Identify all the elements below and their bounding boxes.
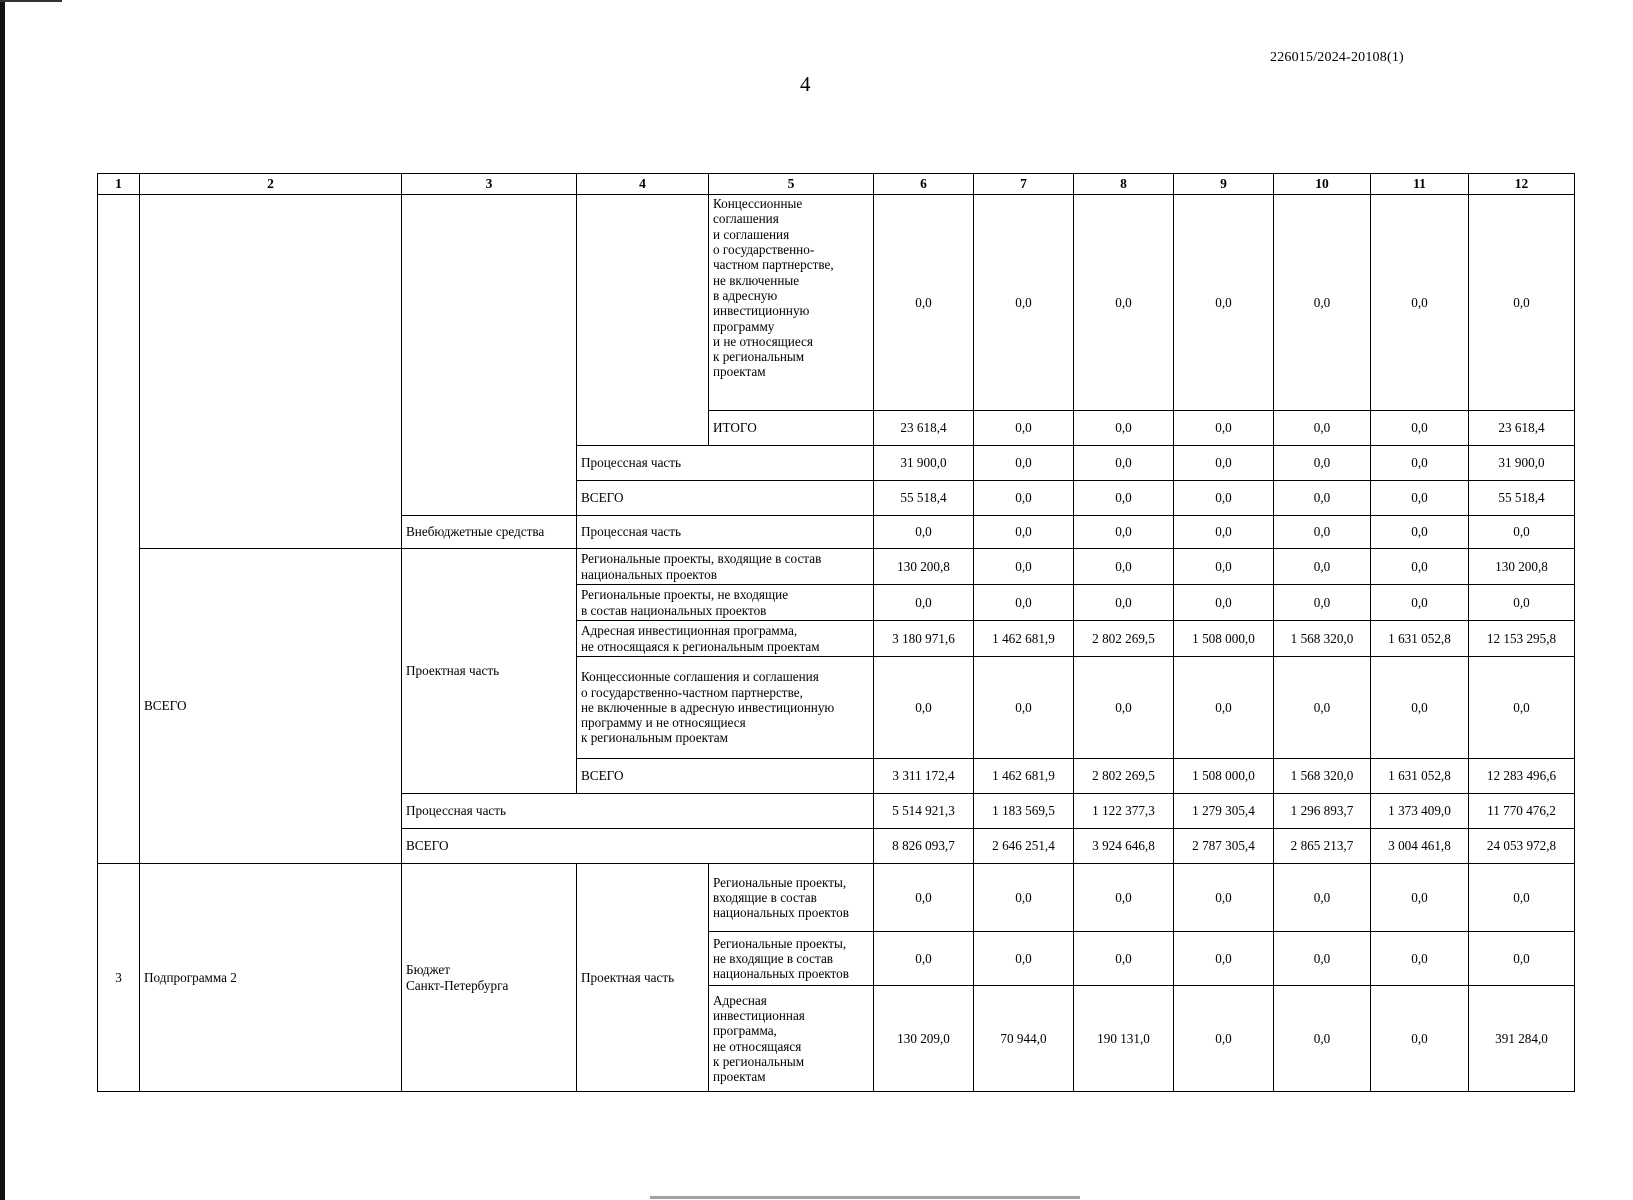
value-cell: 31 900,0: [1469, 446, 1575, 481]
value-cell: 0,0: [1174, 585, 1274, 621]
value-cell: 2 787 305,4: [1174, 829, 1274, 864]
subprogram-source: Бюджет Санкт-Петербурга: [402, 864, 577, 1092]
value-cell: 0,0: [1274, 585, 1371, 621]
value-cell: 2 802 269,5: [1074, 621, 1174, 657]
value-cell: 12 283 496,6: [1469, 759, 1575, 794]
col-header: 4: [577, 174, 709, 195]
value-cell: 2 865 213,7: [1274, 829, 1371, 864]
value-cell: 31 900,0: [874, 446, 974, 481]
row-label: Процессная часть: [402, 794, 874, 829]
value-cell: 0,0: [1174, 411, 1274, 446]
col-header: 10: [1274, 174, 1371, 195]
value-cell: 1 296 893,7: [1274, 794, 1371, 829]
column-number-row: [98, 174, 1575, 195]
row-label: Концессионные соглашения и соглашения о государственно- частном партнерстве, не включенные в адресную инвестиционную программу и не относящиеся к региональным проектам: [709, 195, 874, 411]
value-cell: 0,0: [874, 864, 974, 932]
value-cell: 0,0: [1074, 657, 1174, 759]
value-cell: 0,0: [974, 549, 1074, 585]
group-part-project: Проектная часть: [402, 549, 577, 794]
value-cell: 1 373 409,0: [1371, 794, 1469, 829]
value-cell: 0,0: [1371, 986, 1469, 1092]
value-cell: 0,0: [1371, 411, 1469, 446]
value-cell: 0,0: [1174, 446, 1274, 481]
value-cell: 55 518,4: [1469, 481, 1575, 516]
value-cell: 0,0: [1371, 195, 1469, 411]
row-label: Региональные проекты, не входящие в состав национальных проектов: [709, 932, 874, 986]
program-name-cell: [140, 195, 402, 549]
value-cell: 0,0: [874, 516, 974, 549]
financing-table: [97, 173, 1575, 1092]
value-cell: 0,0: [1371, 549, 1469, 585]
value-cell: 0,0: [974, 446, 1074, 481]
row-label: Концессионные соглашения и соглашения о государственно-частном партнерстве, не включенные в адресную инвестиционную программу и не относящиеся к региональным проектам: [577, 657, 874, 759]
value-cell: 0,0: [974, 481, 1074, 516]
value-cell: 0,0: [1274, 195, 1371, 411]
value-cell: 130 209,0: [874, 986, 974, 1092]
col-header: 9: [1174, 174, 1274, 195]
value-cell: 0,0: [1274, 657, 1371, 759]
value-cell: 24 053 972,8: [1469, 829, 1575, 864]
value-cell: 70 944,0: [974, 986, 1074, 1092]
value-cell: 0,0: [1371, 516, 1469, 549]
table-row: [98, 195, 1575, 411]
value-cell: 0,0: [874, 585, 974, 621]
value-cell: 1 462 681,9: [974, 759, 1074, 794]
value-cell: 0,0: [1074, 549, 1174, 585]
value-cell: 0,0: [1074, 864, 1174, 932]
row-label: Региональные проекты, входящие в состав национальных проектов: [577, 549, 874, 585]
value-cell: 0,0: [1469, 195, 1575, 411]
value-cell: 1 631 052,8: [1371, 759, 1469, 794]
value-cell: 0,0: [974, 585, 1074, 621]
col-header: 5: [709, 174, 874, 195]
row-number-cell: [98, 195, 140, 864]
value-cell: 0,0: [974, 411, 1074, 446]
col-header: 8: [1074, 174, 1174, 195]
value-cell: 1 183 569,5: [974, 794, 1074, 829]
value-cell: 0,0: [974, 864, 1074, 932]
value-cell: 0,0: [1469, 516, 1575, 549]
value-cell: 0,0: [1174, 195, 1274, 411]
value-cell: 0,0: [1174, 986, 1274, 1092]
page-number: 4: [800, 72, 811, 96]
col-header: 2: [140, 174, 402, 195]
row-label: Процессная часть: [577, 516, 874, 549]
row-label: Адресная инвестиционная программа, не относящаяся к региональным проектам: [577, 621, 874, 657]
funding-source-cell: [402, 195, 577, 516]
value-cell: 8 826 093,7: [874, 829, 974, 864]
value-cell: 0,0: [974, 657, 1074, 759]
value-cell: 391 284,0: [1469, 986, 1575, 1092]
value-cell: 23 618,4: [1469, 411, 1575, 446]
value-cell: 0,0: [1274, 446, 1371, 481]
value-cell: 0,0: [1174, 657, 1274, 759]
scan-left-edge: [0, 0, 5, 1200]
value-cell: 0,0: [874, 195, 974, 411]
table-row: [98, 864, 1575, 932]
value-cell: 0,0: [874, 657, 974, 759]
table-row: [98, 549, 1575, 585]
value-cell: 0,0: [1371, 446, 1469, 481]
value-cell: 0,0: [1274, 481, 1371, 516]
subprogram-part: Проектная часть: [577, 864, 709, 1092]
value-cell: 23 618,4: [874, 411, 974, 446]
value-cell: 11 770 476,2: [1469, 794, 1575, 829]
subprogram-number: 3: [98, 864, 140, 1092]
col-header: 6: [874, 174, 974, 195]
value-cell: 1 568 320,0: [1274, 621, 1371, 657]
value-cell: 0,0: [1274, 549, 1371, 585]
value-cell: 0,0: [1274, 986, 1371, 1092]
value-cell: 0,0: [1469, 864, 1575, 932]
value-cell: 0,0: [1174, 481, 1274, 516]
row-label: Региональные проекты, входящие в состав национальных проектов: [709, 864, 874, 932]
value-cell: 3 180 971,6: [874, 621, 974, 657]
value-cell: 1 568 320,0: [1274, 759, 1371, 794]
col-header: 1: [98, 174, 140, 195]
value-cell: 0,0: [1174, 932, 1274, 986]
value-cell: 0,0: [1371, 932, 1469, 986]
value-cell: 0,0: [1371, 481, 1469, 516]
document-number: 226015/2024-20108(1): [1270, 50, 1404, 65]
col-header: 12: [1469, 174, 1575, 195]
value-cell: 1 279 305,4: [1174, 794, 1274, 829]
value-cell: 0,0: [1274, 864, 1371, 932]
subprogram-name: Подпрограмма 2: [140, 864, 402, 1092]
value-cell: 1 462 681,9: [974, 621, 1074, 657]
value-cell: 0,0: [1371, 657, 1469, 759]
value-cell: 1 508 000,0: [1174, 621, 1274, 657]
group-name-vsego: ВСЕГО: [140, 549, 402, 864]
row-label: ВСЕГО: [577, 759, 874, 794]
value-cell: 1 631 052,8: [1371, 621, 1469, 657]
value-cell: 3 924 646,8: [1074, 829, 1174, 864]
value-cell: 0,0: [1074, 195, 1174, 411]
part-cell: [577, 195, 709, 446]
value-cell: 0,0: [1469, 585, 1575, 621]
value-cell: 0,0: [974, 516, 1074, 549]
value-cell: 0,0: [1274, 411, 1371, 446]
value-cell: 0,0: [974, 932, 1074, 986]
value-cell: 130 200,8: [874, 549, 974, 585]
value-cell: 0,0: [874, 932, 974, 986]
col-header: 3: [402, 174, 577, 195]
value-cell: 0,0: [1174, 549, 1274, 585]
value-cell: 0,0: [1074, 585, 1174, 621]
value-cell: 0,0: [1074, 446, 1174, 481]
value-cell: 5 514 921,3: [874, 794, 974, 829]
scan-bottom-artifact: [650, 1196, 1080, 1199]
value-cell: 130 200,8: [1469, 549, 1575, 585]
value-cell: 1 508 000,0: [1174, 759, 1274, 794]
value-cell: 0,0: [1174, 864, 1274, 932]
row-label: ВСЕГО: [577, 481, 874, 516]
value-cell: 0,0: [1274, 932, 1371, 986]
value-cell: 0,0: [1074, 932, 1174, 986]
value-cell: 0,0: [1469, 932, 1575, 986]
value-cell: 0,0: [974, 195, 1074, 411]
value-cell: 2 646 251,4: [974, 829, 1074, 864]
scan-top-mark: [0, 0, 62, 2]
value-cell: 1 122 377,3: [1074, 794, 1174, 829]
row-label: Процессная часть: [577, 446, 874, 481]
col-header: 7: [974, 174, 1074, 195]
value-cell: 55 518,4: [874, 481, 974, 516]
value-cell: 0,0: [1074, 516, 1174, 549]
value-cell: 0,0: [1274, 516, 1371, 549]
value-cell: 0,0: [1371, 585, 1469, 621]
value-cell: 0,0: [1371, 864, 1469, 932]
row-label: Адресная инвестиционная программа, не относящаяся к региональным проектам: [709, 986, 874, 1092]
row-label: ВСЕГО: [402, 829, 874, 864]
value-cell: 0,0: [1174, 516, 1274, 549]
value-cell: 12 153 295,8: [1469, 621, 1575, 657]
funding-source-label: Внебюджетные средства: [402, 516, 577, 549]
value-cell: 190 131,0: [1074, 986, 1174, 1092]
value-cell: 0,0: [1074, 411, 1174, 446]
col-header: 11: [1371, 174, 1469, 195]
value-cell: 3 311 172,4: [874, 759, 974, 794]
row-label: ИТОГО: [709, 411, 874, 446]
row-label: Региональные проекты, не входящие в состав национальных проектов: [577, 585, 874, 621]
value-cell: 0,0: [1074, 481, 1174, 516]
value-cell: 0,0: [1469, 657, 1575, 759]
value-cell: 3 004 461,8: [1371, 829, 1469, 864]
value-cell: 2 802 269,5: [1074, 759, 1174, 794]
